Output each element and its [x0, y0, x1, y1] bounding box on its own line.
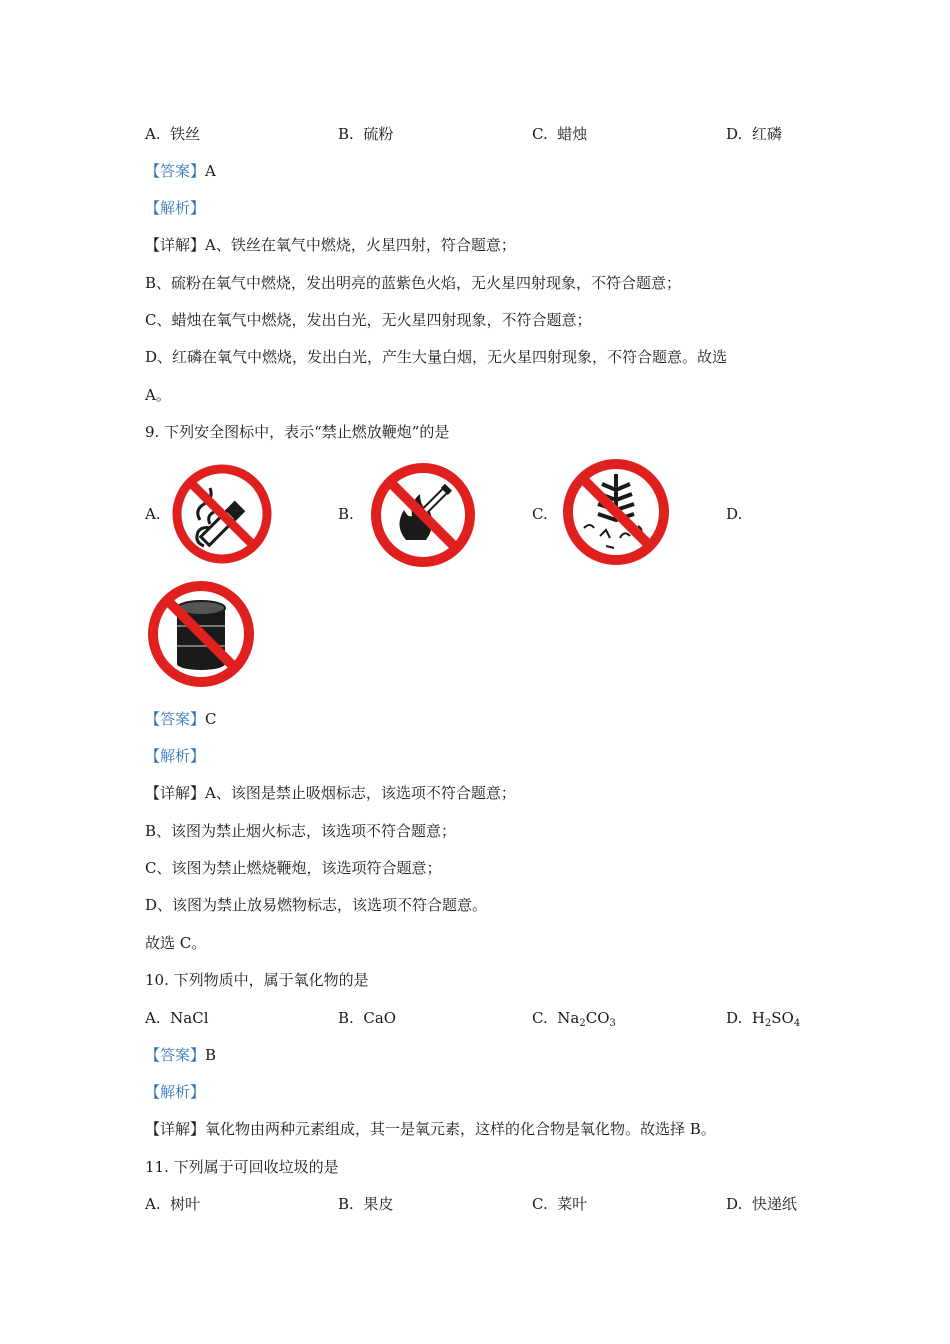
q9-detail-line-4: D、该图为禁止放易燃物标志，该选项不符合题意。: [145, 896, 488, 914]
q10-option-d: D. $H_2SO_4$: [726, 1009, 801, 1029]
q8-option-a: A. 铁丝: [145, 125, 201, 143]
q10-option-c: C. $Na_2CO_3$: [532, 1009, 616, 1029]
q8-analysis-tag: 【解析】: [145, 199, 206, 217]
q8-answer: 【答案】A: [145, 162, 216, 180]
q8-option-d: D. 红磷: [726, 125, 782, 143]
q10-question: 10. 下列物质中，属于氧化物的是: [145, 971, 369, 989]
q10-detail: 【详解】氧化物由两种元素组成，其一是氧元素，这样的化合物是氧化物。故选择 B。: [145, 1120, 716, 1138]
q9-option-c-letter: C.: [532, 505, 548, 523]
q9-detail-line-1: 【详解】A、该图是禁止吸烟标志，该选项不符合题意；: [145, 784, 516, 802]
q11-option-c: C. 菜叶: [532, 1195, 588, 1213]
q8-option-c: C. 蜡烛: [532, 125, 588, 143]
q9-analysis-tag: 【解析】: [145, 747, 206, 765]
no-open-flame-sign-icon: [368, 460, 478, 570]
q11-question: 11. 下列属于可回收垃圾的是: [145, 1158, 339, 1176]
q10-analysis-tag: 【解析】: [145, 1083, 206, 1101]
q10-answer: 【答案】B: [145, 1046, 217, 1064]
q8-option-b: B. 硫粉: [338, 125, 394, 143]
no-flammable-materials-sign-icon: [145, 578, 257, 690]
q8-detail-line-4: D、红磷在氧气中燃烧，发出白光，产生大量白烟，无火星四射现象，不符合题意。故选: [145, 348, 728, 366]
no-firecrackers-sign-icon: [560, 456, 672, 568]
q8-detail-line-1: 【详解】A、铁丝在氧气中燃烧，火星四射，符合题意；: [145, 236, 516, 254]
q10-option-a: A. NaCl: [145, 1009, 209, 1027]
q10-option-b: B. CaO: [338, 1009, 397, 1027]
q8-detail-line-2: B、硫粉在氧气中燃烧，发出明亮的蓝紫色火焰，无火星四射现象，不符合题意；: [145, 274, 682, 292]
q8-detail-line-5: A。: [145, 386, 171, 404]
q11-option-d: D. 快递纸: [726, 1195, 797, 1213]
q11-option-a: A. 树叶: [145, 1195, 201, 1213]
q9-answer: 【答案】C: [145, 710, 217, 728]
q9-detail-line-3: C、该图为禁止燃烧鞭炮，该选项符合题意；: [145, 859, 442, 877]
q9-option-d-letter: D.: [726, 505, 743, 523]
q9-option-b-letter: B.: [338, 505, 354, 523]
q9-detail-line-2: B、该图为禁止烟火标志，该选项不符合题意；: [145, 822, 457, 840]
q9-option-a-letter: A.: [145, 505, 161, 523]
q9-detail-line-5: 故选 C。: [145, 934, 207, 952]
q8-detail-line-3: C、蜡烛在氧气中燃烧，发出白光，无火星四射现象，不符合题意；: [145, 311, 592, 329]
q9-question: 9. 下列安全图标中，表示“禁止燃放鞭炮”的是: [145, 423, 450, 441]
no-smoking-sign-icon: [170, 462, 274, 566]
q11-option-b: B. 果皮: [338, 1195, 394, 1213]
